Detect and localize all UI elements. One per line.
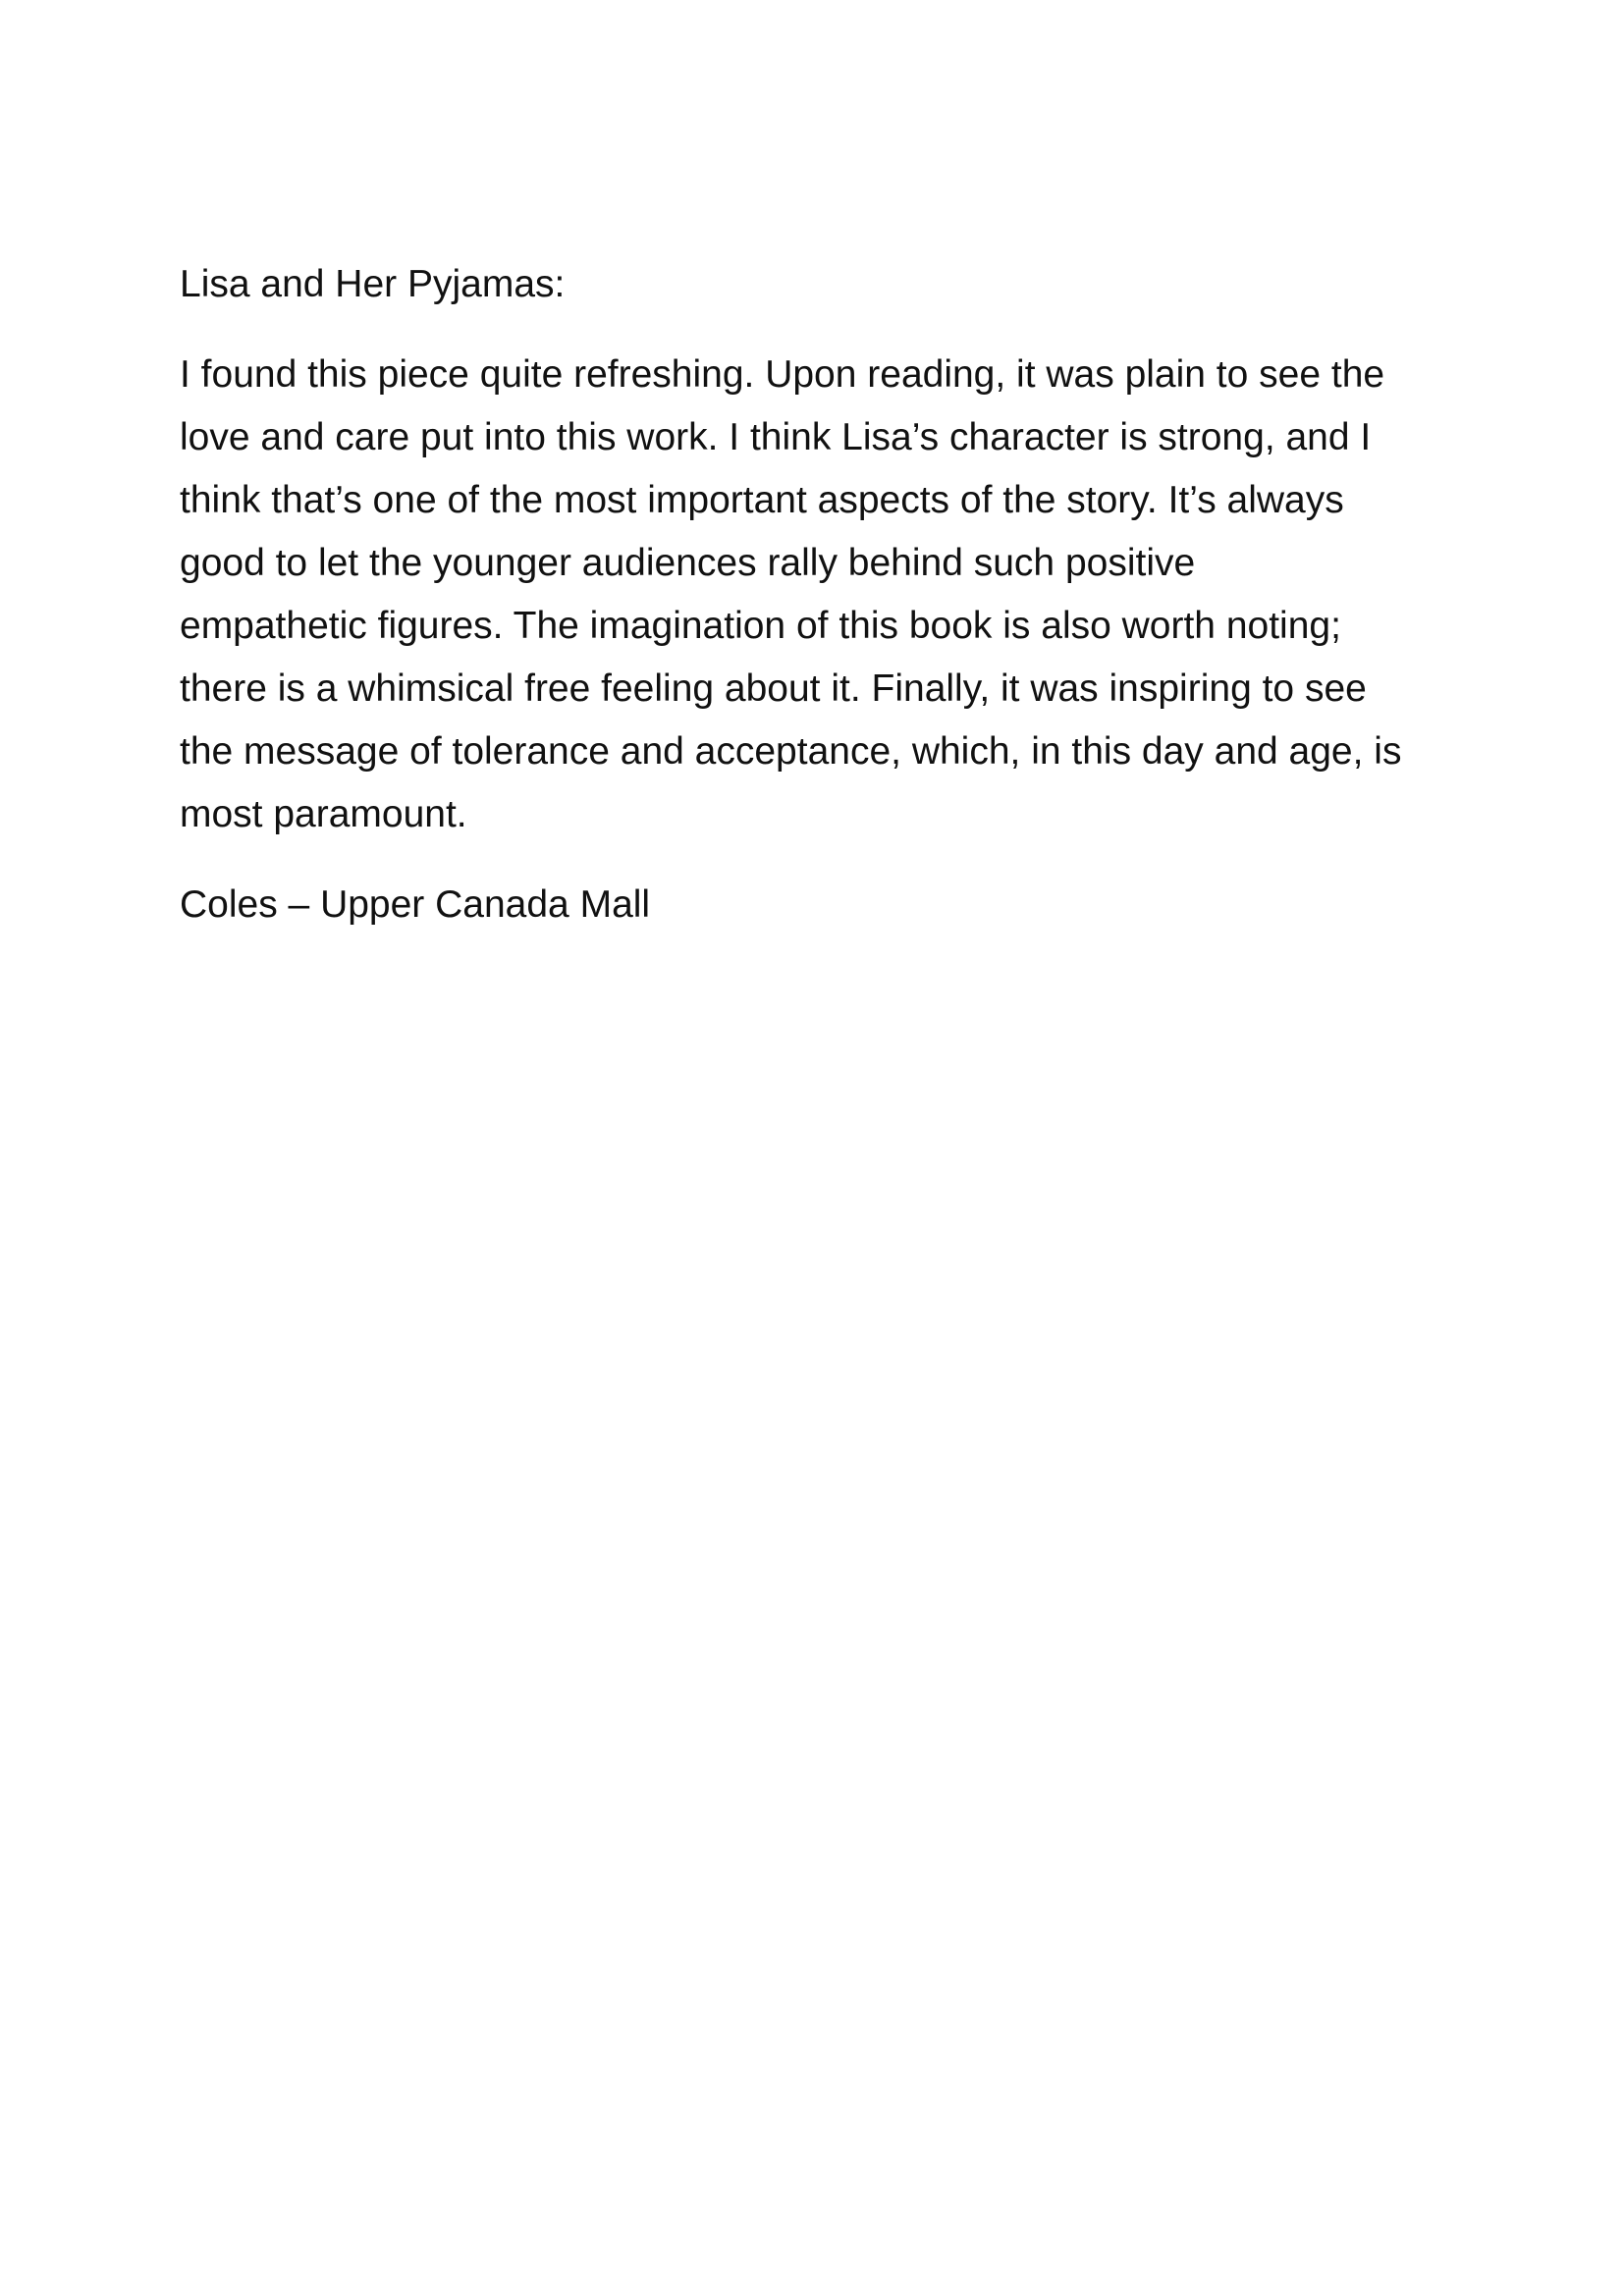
reviewer-signature: Coles – Upper Canada Mall (180, 883, 651, 926)
review-line: I found this piece quite refreshing. Upon reading, it was plain to see the (180, 353, 1385, 396)
document-content (180, 253, 1495, 936)
review-line: most paramount. (180, 793, 467, 835)
review-line: think that’s one of the most important aspects of the story. It’s always (180, 479, 1344, 521)
document-title: Lisa and Her Pyjamas: (180, 263, 566, 305)
review-line: love and care put into this work. I think Lisa’s character is strong, and I (180, 416, 1372, 458)
review-paragraph (180, 344, 1495, 846)
review-line: the message of tolerance and acceptance, which, in this day and age, is (180, 730, 1402, 773)
review-line: empathetic figures. The imagination of this book is also worth noting; (180, 605, 1341, 647)
review-line: good to let the younger audiences rally behind such positive (180, 542, 1196, 584)
review-line: there is a whimsical free feeling about it. Finally, it was inspiring to see (180, 667, 1367, 710)
